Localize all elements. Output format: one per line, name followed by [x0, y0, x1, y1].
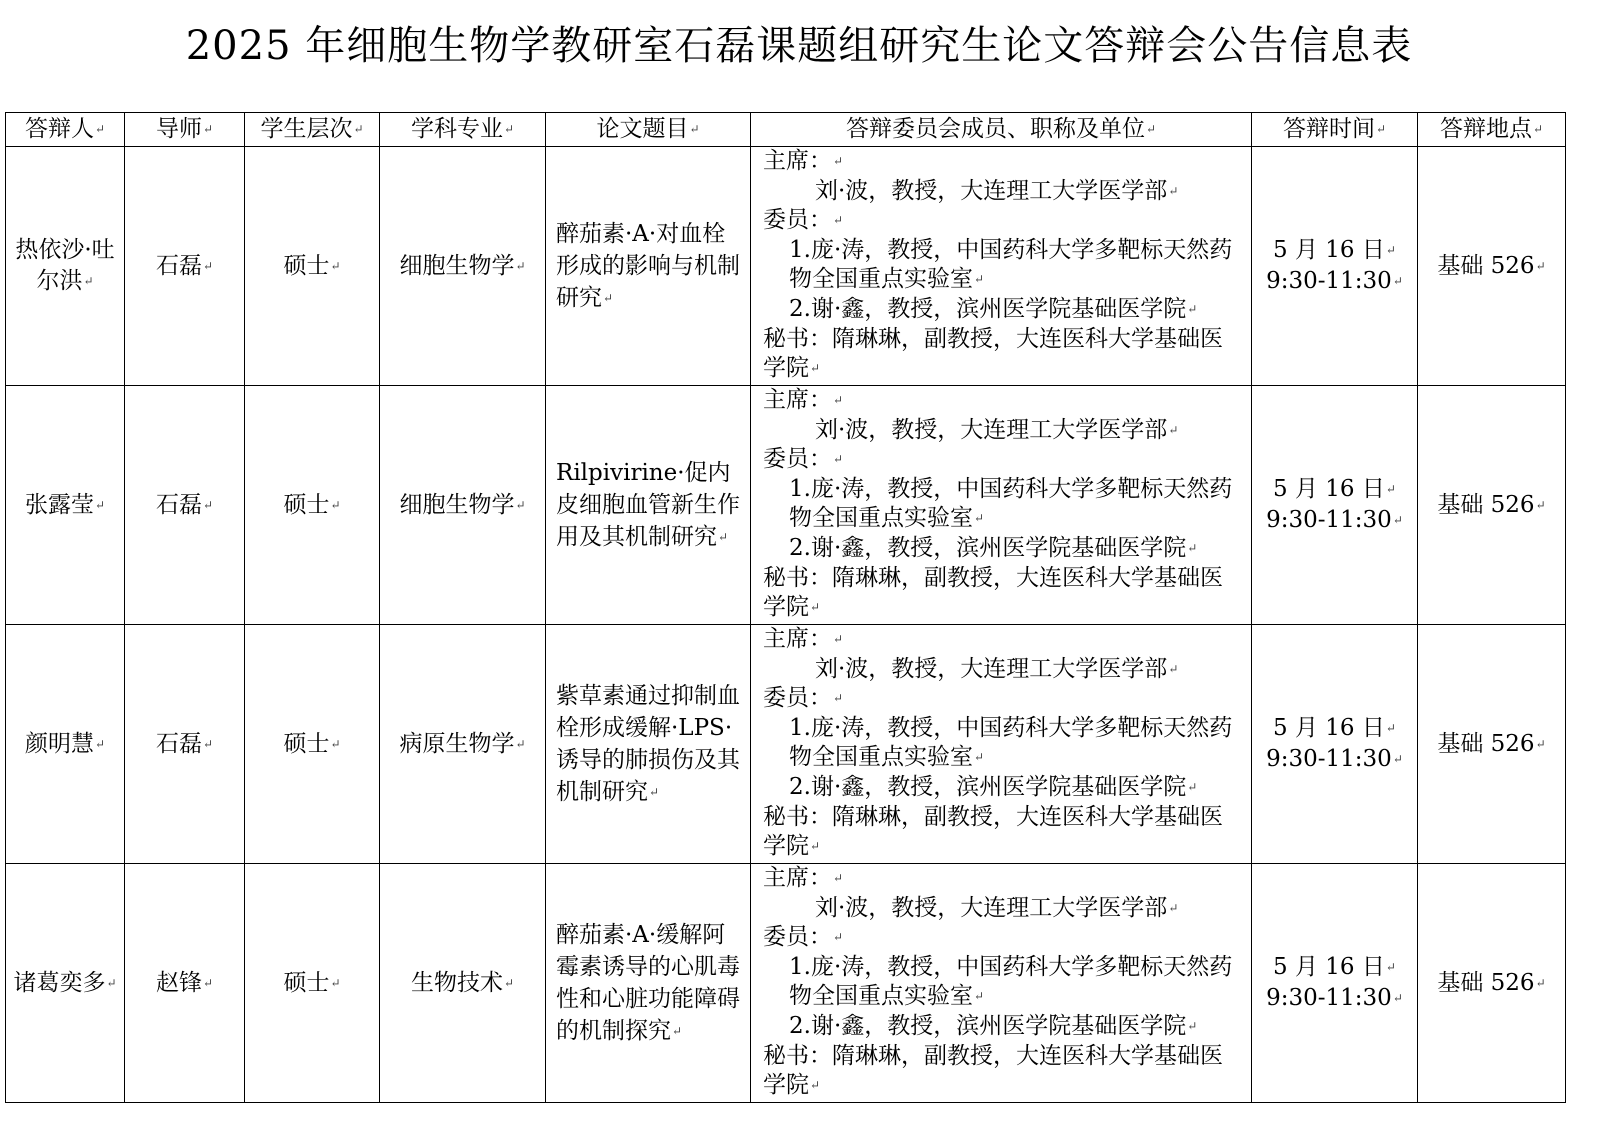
- student-name-cell: 热依沙·吐尔洪↵: [6, 147, 125, 386]
- committee-member-2: 2.谢·鑫，教授，滨州医学院基础医学院↵: [789, 534, 1198, 561]
- student-level-cell: 硕士↵: [245, 386, 380, 625]
- defense-time-cell: [1252, 147, 1418, 386]
- committee-secretary: 秘书：隋琳琳，副教授，大连医科大学基础医学院↵: [763, 325, 1223, 382]
- committee-chair: 刘·波，教授，大连理工大学医学部↵: [815, 894, 1179, 921]
- advisor-cell: 石磊↵: [125, 147, 245, 386]
- committee-secretary: 秘书：隋琳琳，副教授，大连医科大学基础医学院↵: [763, 803, 1223, 860]
- thesis-title-cell: 醉茄素·A·对血栓形成的影响与机制研究↵: [546, 147, 751, 386]
- committee-member-1: 1.庞·涛，教授，中国药科大学多靶标天然药物全国重点实验室↵: [789, 236, 1233, 293]
- committee-secretary: 秘书：隋琳琳，副教授，大连医科大学基础医学院↵: [763, 564, 1223, 621]
- defense-time-cell: [1252, 864, 1418, 1103]
- header-student: 答辩人↵: [6, 113, 125, 147]
- committee-member-2: 2.谢·鑫，教授，滨州医学院基础医学院↵: [789, 773, 1198, 800]
- committee-member-1: 1.庞·涛，教授，中国药科大学多靶标天然药物全国重点实验室↵: [789, 953, 1233, 1010]
- committee-chair: 刘·波，教授，大连理工大学医学部↵: [815, 655, 1179, 682]
- header-level: 学生层次↵: [245, 113, 380, 147]
- student-level-cell: 硕士↵: [245, 864, 380, 1103]
- committee-chair-label: 主席：↵: [763, 626, 844, 652]
- committee-members-label: 委员：↵: [763, 207, 844, 234]
- header-major: 学科专业↵: [380, 113, 546, 147]
- major-cell: 细胞生物学↵: [380, 147, 546, 386]
- defense-time-cell: [1252, 386, 1418, 625]
- committee-cell: [751, 864, 1252, 1103]
- table-row: [6, 864, 1566, 1103]
- major-cell: 病原生物学↵: [380, 625, 546, 864]
- defense-time: 9:30-11:30↵: [1266, 746, 1403, 772]
- advisor-cell: 石磊↵: [125, 386, 245, 625]
- advisor-cell: 赵锋↵: [125, 864, 245, 1103]
- committee-chair-label: 主席：↵: [763, 148, 844, 174]
- committee-cell: [751, 625, 1252, 864]
- table-body: [6, 147, 1566, 1103]
- committee-member-1: 1.庞·涛，教授，中国药科大学多靶标天然药物全国重点实验室↵: [789, 475, 1233, 532]
- defense-date: 5 月 16 日↵: [1273, 954, 1396, 980]
- defense-location-cell: 基础 526↵: [1418, 147, 1566, 386]
- student-name-cell: 诸葛奕多↵: [6, 864, 125, 1103]
- defense-date: 5 月 16 日↵: [1273, 715, 1396, 741]
- defense-location-cell: 基础 526↵: [1418, 625, 1566, 864]
- defense-date: 5 月 16 日↵: [1273, 476, 1396, 502]
- table-row: [6, 147, 1566, 386]
- committee-chair: 刘·波，教授，大连理工大学医学部↵: [815, 416, 1179, 443]
- table-header-row: [6, 113, 1566, 147]
- committee-member-2: 2.谢·鑫，教授，滨州医学院基础医学院↵: [789, 1012, 1198, 1039]
- major-cell: 生物技术↵: [380, 864, 546, 1103]
- defense-location-cell: 基础 526↵: [1418, 864, 1566, 1103]
- defense-time: 9:30-11:30↵: [1266, 268, 1403, 294]
- defense-time: 9:30-11:30↵: [1266, 985, 1403, 1011]
- table-row: [6, 625, 1566, 864]
- defense-time: 9:30-11:30↵: [1266, 507, 1403, 533]
- thesis-title-cell: Rilpivirine·促内皮细胞血管新生作用及其机制研究↵: [546, 386, 751, 625]
- committee-member-1: 1.庞·涛，教授，中国药科大学多靶标天然药物全国重点实验室↵: [789, 714, 1233, 771]
- header-committee: 答辩委员会成员、职称及单位↵: [751, 113, 1252, 147]
- major-cell: 细胞生物学↵: [380, 386, 546, 625]
- student-name-cell: 颜明慧↵: [6, 625, 125, 864]
- defense-time-cell: [1252, 625, 1418, 864]
- committee-cell: [751, 386, 1252, 625]
- student-name-cell: 张露莹↵: [6, 386, 125, 625]
- committee-members-label: 委员：↵: [763, 685, 844, 712]
- committee-members-label: 委员：↵: [763, 924, 844, 951]
- committee-members-label: 委员：↵: [763, 446, 844, 473]
- table-row: [6, 386, 1566, 625]
- defense-schedule-table: [5, 112, 1566, 1103]
- defense-date: 5 月 16 日↵: [1273, 237, 1396, 263]
- student-level-cell: 硕士↵: [245, 147, 380, 386]
- committee-chair-label: 主席：↵: [763, 865, 844, 891]
- header-time: 答辩时间↵: [1252, 113, 1418, 147]
- header-advisor: 导师↵: [125, 113, 245, 147]
- defense-location-cell: 基础 526↵: [1418, 386, 1566, 625]
- committee-cell: [751, 147, 1252, 386]
- page-title: 2025 年细胞生物学教研室石磊课题组研究生论文答辩会公告信息表: [185, 23, 1413, 69]
- committee-chair-label: 主席：↵: [763, 387, 844, 413]
- committee-chair: 刘·波，教授，大连理工大学医学部↵: [815, 177, 1179, 204]
- advisor-cell: 石磊↵: [125, 625, 245, 864]
- committee-secretary: 秘书：隋琳琳，副教授，大连医科大学基础医学院↵: [763, 1042, 1223, 1099]
- student-level-cell: 硕士↵: [245, 625, 380, 864]
- thesis-title-cell: 醉茄素·A·缓解阿霉素诱导的心肌毒性和心脏功能障碍的机制探究↵: [546, 864, 751, 1103]
- header-thesis-title: 论文题目↵: [546, 113, 751, 147]
- thesis-title-cell: 紫草素通过抑制血栓形成缓解·LPS·诱导的肺损伤及其机制研究↵: [546, 625, 751, 864]
- header-location: 答辩地点↵: [1418, 113, 1566, 147]
- committee-member-2: 2.谢·鑫，教授，滨州医学院基础医学院↵: [789, 295, 1198, 322]
